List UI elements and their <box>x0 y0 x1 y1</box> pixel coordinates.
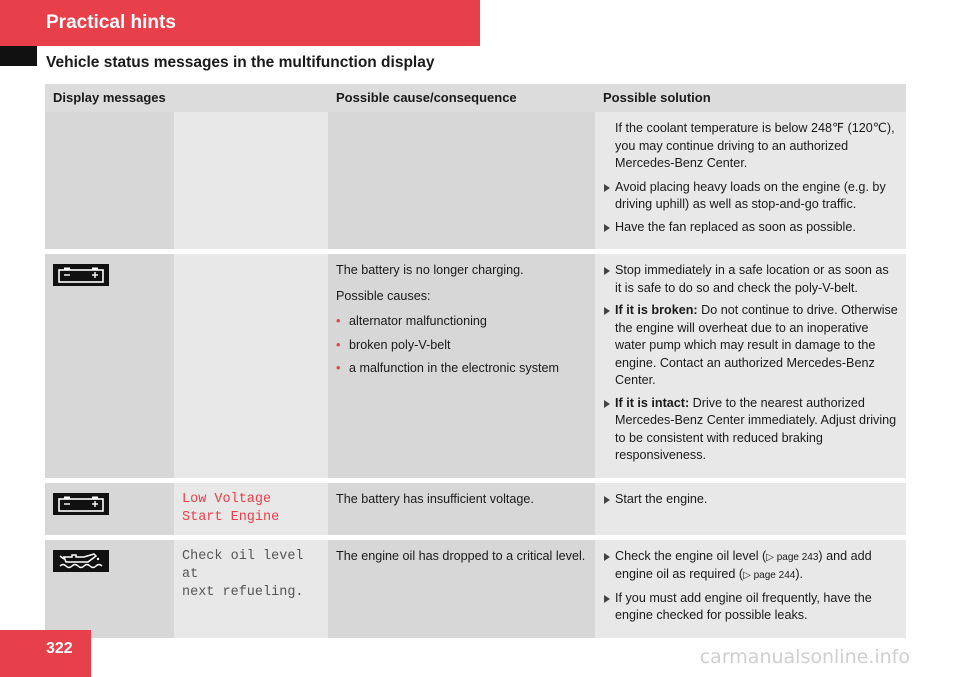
battery-icon <box>53 264 109 286</box>
solution-step <box>603 302 898 390</box>
condition-label: If it is intact: <box>615 395 690 410</box>
page-number: 322 <box>46 640 73 657</box>
cause-text: The battery is no longer charging. <box>336 263 524 277</box>
display-text-cell <box>174 480 328 537</box>
display-icon-cell <box>45 480 174 537</box>
solution-step: Start the engine. <box>603 491 898 509</box>
column-header-display: Display messages <box>45 84 328 112</box>
display-text-cell <box>174 252 328 481</box>
cause-text: The engine oil has dropped to a critical level. <box>336 548 586 563</box>
cause-cell <box>328 537 595 638</box>
solution-step: Stop immediately in a safe location or as soon as it is safe to do so and check the poly-V-belt. <box>603 262 898 297</box>
solution-step-text: Drive to the nearest authorized Mercedes-Benz Center immediately. Adjust driving to be consistent with reduced braking responsiveness. <box>615 395 897 462</box>
solution-step-text: ) and add engine oil as required ( <box>615 548 872 581</box>
solution-cell <box>595 537 906 638</box>
display-text-cell <box>174 112 328 252</box>
display-icon-cell <box>45 537 174 638</box>
table-header-row <box>45 84 906 112</box>
solution-intro: If the coolant temperature is below 248℉ (120℃), you may continue driving to an authorized Mercedes-Benz Center. <box>615 121 895 170</box>
solution-step: Have the fan replaced as soon as possible. <box>603 219 898 237</box>
page-number-box <box>0 630 91 677</box>
cause-text: Possible causes: <box>336 288 431 303</box>
solution-step: Avoid placing heavy loads on the engine (e.g. by driving uphill) as well as stop-and-go traffic. <box>603 179 898 214</box>
solution-step-text: Check the engine oil level ( <box>615 548 767 563</box>
table-row <box>45 112 906 252</box>
cause-bullet: • alternator malfunctioning <box>336 313 587 331</box>
solution-step <box>603 395 898 465</box>
section-title: Practical hints <box>46 12 176 33</box>
cause-bullet: • a malfunction in the electronic system <box>336 360 587 378</box>
display-message-line: Low Voltage <box>182 491 272 507</box>
cause-text: The battery has insufficient voltage. <box>336 491 534 506</box>
display-icon-cell <box>45 252 174 481</box>
solution-cell <box>595 480 906 537</box>
status-message-table <box>45 84 906 638</box>
oil-can-icon <box>53 550 109 572</box>
page-reference-link[interactable]: ▷ page 243 <box>766 551 819 563</box>
display-message-line: Check oil level at <box>182 548 304 582</box>
solution-cell <box>595 252 906 481</box>
solution-step-text: ). <box>795 567 804 581</box>
solution-cell <box>595 112 906 252</box>
page-reference-link[interactable]: ▷ page 244 <box>743 570 796 581</box>
cause-cell <box>328 480 595 537</box>
solution-step-text: Do not continue to drive. Otherwise the engine will overheat due to an inoperative water pump which may result in damage to the engine. Contact an authorized Mercedes-Benz Center. <box>615 303 898 387</box>
display-message-line: next refueling. <box>182 584 304 600</box>
section-header-bar <box>0 0 480 46</box>
cause-bullet: • broken poly-V-belt <box>336 337 587 355</box>
display-text-cell <box>174 537 328 638</box>
watermark: carmanualsonline.info <box>699 646 910 668</box>
column-header-solution: Possible solution <box>595 84 906 112</box>
cause-cell <box>328 112 595 252</box>
page-subtitle: Vehicle status messages in the multifunction display <box>46 54 435 71</box>
display-icon-cell <box>45 112 174 252</box>
cause-cell <box>328 252 595 481</box>
solution-step: If you must add engine oil frequently, have the engine checked for possible leaks. <box>603 590 898 625</box>
column-header-cause: Possible cause/consequence <box>328 84 595 112</box>
table-row <box>45 252 906 481</box>
table-row <box>45 480 906 537</box>
solution-step <box>603 548 898 585</box>
display-message-line: Start Engine <box>182 509 280 525</box>
table-row <box>45 537 906 638</box>
battery-icon <box>53 493 109 515</box>
section-marker <box>0 46 37 66</box>
condition-label: If it is broken: <box>615 303 698 317</box>
